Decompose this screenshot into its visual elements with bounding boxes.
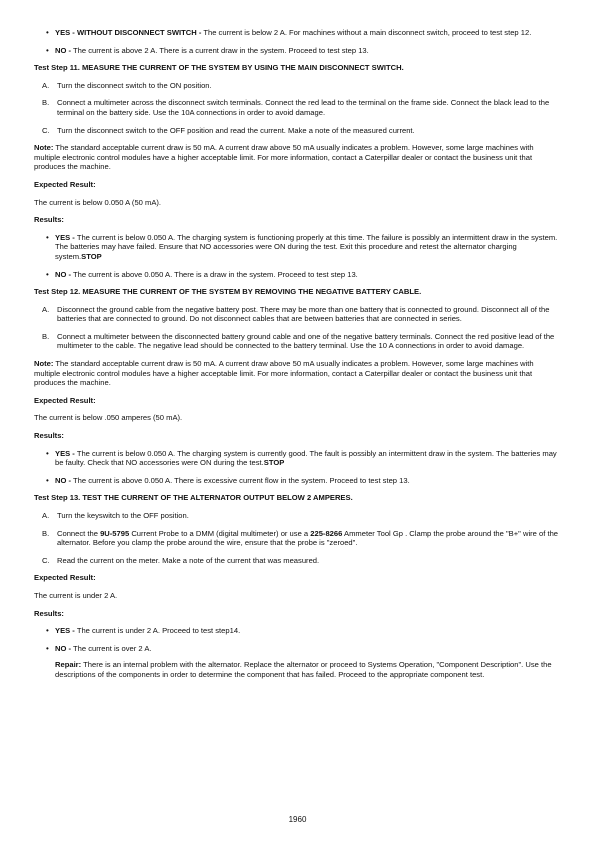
step-letter: B. [42, 331, 50, 341]
step-letter: A. [42, 80, 50, 90]
procedure-step [42, 529, 561, 548]
stop-label: STOP [263, 458, 285, 468]
step11-results-list [34, 233, 561, 279]
step13-expected-text: The current is under 2 A. [34, 590, 118, 600]
result-yes [48, 626, 561, 636]
step-text: Turn the disconnect switch to the ON position. [57, 80, 212, 90]
procedure-step [42, 556, 561, 566]
step-text: Connect a multimeter across the disconnect switch terminals. Connect the red lead to the terminal on the frame side. Connect the black lead to the terminal on the battery side. Use the 10A connections in order to avoid damage. [57, 98, 550, 117]
result-text: The current is below 2 A. For machines without a main disconnect switch, proceed to test step 12. [201, 28, 532, 37]
step12-results-label: Results: [34, 431, 64, 441]
part-number-current-probe: 9U-5795 [100, 528, 130, 538]
result-no [48, 644, 561, 680]
step-text: Connect a multimeter between the disconnected battery ground cable and one of the negative battery terminals. Connect the red positive lead of the multimeter to the cable. The negative lead should be connected to the battery terminal. Use the 10 A connections in order to avoid damage. [57, 331, 555, 351]
result-text: The current is above 0.050 A. There is a draw in the system. Proceed to test step 13. [71, 269, 358, 279]
step-text: Ammeter Tool Gp . Clamp the probe around the "B+" wire of the alternator. Before you clamp the probe around the wire, ensure that the probe is "zeroed". [57, 528, 559, 548]
intro-results-list [34, 28, 561, 55]
result-label: YES - [55, 232, 75, 242]
result-label: YES - [55, 626, 75, 636]
step12-expected-label: Expected Result: [34, 395, 96, 405]
step11-expected-text: The current is below 0.050 A (50 mA). [34, 197, 162, 207]
note-text: The standard acceptable current draw is 50 mA. A current draw above 50 mA usually indicates a problem. However, some large machines with multiple electronic control modules have a higher acceptable limit. For more information, contact a Caterpillar dealer or contact the business unit that produces the machine. [34, 143, 534, 172]
step11-results-label: Results: [34, 215, 64, 225]
procedure-step [42, 305, 561, 324]
procedure-step [42, 511, 561, 521]
note-text: The standard acceptable current draw is 50 mA. A current draw above 50 mA usually indicates a problem. However, some large machines with multiple electronic control modules have a higher acceptable limit. For more information, contact a Caterpillar dealer or contact the business unit that produces the machine. [34, 359, 534, 388]
step13-results-label: Results: [34, 608, 64, 618]
note-label: Note: [34, 359, 54, 369]
step-text: Connect the [57, 528, 101, 538]
repair-note [55, 660, 561, 679]
step-text: Turn the disconnect switch to the OFF position and read the current. Make a note of the measured current. [57, 125, 415, 135]
result-no [48, 270, 561, 280]
result-label: YES - [55, 448, 75, 458]
step12-results-list [34, 449, 561, 486]
repair-text: There is an internal problem with the alternator. Replace the alternator or proceed to Systems Operation, "Component Description". Use the descriptions of the components in order to determine the component that has failed. Proceed to the appropriate component test. [55, 660, 552, 679]
result-yes [48, 449, 561, 468]
result-text: The current is below 0.050 A. The charging system is currently good. The fault is possibly an intermittent draw in the system. The batteries may be faulty. Check that NO accessories were ON during the test. [55, 448, 557, 468]
result-yes [48, 233, 561, 262]
step-text: Turn the keyswitch to the OFF position. [57, 511, 189, 520]
step-text: Current Probe to a DMM (digital multimeter) or use a [129, 528, 311, 538]
procedure-step [42, 98, 561, 117]
step-letter: B. [42, 98, 50, 108]
step12-heading: Test Step 12. MEASURE THE CURRENT OF THE SYSTEM BY REMOVING THE NEGATIVE BATTERY CABLE. [34, 287, 422, 297]
page-number: 1960 [288, 815, 307, 824]
step11-heading: Test Step 11. MEASURE THE CURRENT OF THE SYSTEM BY USING THE MAIN DISCONNECT SWITCH. [34, 63, 404, 73]
step-letter: C. [42, 555, 50, 565]
step11-note [34, 143, 561, 172]
part-number-ammeter-tool: 225-8266 [310, 528, 343, 538]
step-letter: A. [42, 511, 50, 520]
result-no [48, 476, 561, 486]
step12-note [34, 359, 561, 388]
procedure-step [42, 126, 561, 136]
note-label: Note: [34, 143, 54, 153]
step11-procedure [34, 81, 561, 135]
step-text: Disconnect the ground cable from the negative battery post. There may be more than one battery that is connected to ground. Disconnect all of the batteries that are connected to ground. Do not disconnect cables that are between batteries that are connected in series. [57, 304, 550, 324]
intro-result-no [48, 46, 561, 56]
step-letter: A. [42, 304, 50, 314]
result-label: NO - [55, 269, 72, 279]
step13-expected-label: Expected Result: [34, 573, 96, 583]
result-text: The current is above 0.050 A. There is excessive current flow in the system. Proceed to test step 13. [71, 475, 410, 485]
step13-heading: Test Step 13. TEST THE CURRENT OF THE ALTERNATOR OUTPUT BELOW 2 AMPERES. [34, 493, 353, 503]
step11-expected-label: Expected Result: [34, 179, 96, 189]
result-label: NO - [55, 45, 72, 55]
step12-expected-text: The current is below .050 amperes (50 mA). [34, 413, 183, 423]
step13-results-list [34, 626, 561, 679]
step13-procedure [34, 511, 561, 565]
procedure-step [42, 332, 561, 351]
intro-result-yes [48, 28, 561, 38]
stop-label: STOP [81, 251, 102, 261]
step-letter: C. [42, 125, 50, 135]
step-text: Read the current on the meter. Make a note of the current that was measured. [57, 555, 320, 565]
result-text: The current is below 0.050 A. The charging system is functioning properly at this time. The failure is possibly an intermittent draw in the system. The batteries may have failed. Ensure that NO accessories were ON during the test. Exit this procedure and retest the alternator charging system. [55, 232, 558, 261]
result-text: The current is above 2 A. There is a current draw in the system. Proceed to test step 13. [71, 45, 369, 55]
result-label: YES - WITHOUT DISCONNECT SWITCH - [55, 28, 202, 37]
procedure-step [42, 81, 561, 91]
result-text: The current is over 2 A. [71, 643, 152, 653]
repair-label: Repair: [55, 660, 82, 670]
result-label: NO - [55, 475, 72, 485]
step-letter: B. [42, 528, 50, 538]
step12-procedure [34, 305, 561, 351]
result-label: NO - [55, 643, 72, 653]
result-text: The current is under 2 A. Proceed to test step14. [74, 626, 241, 636]
